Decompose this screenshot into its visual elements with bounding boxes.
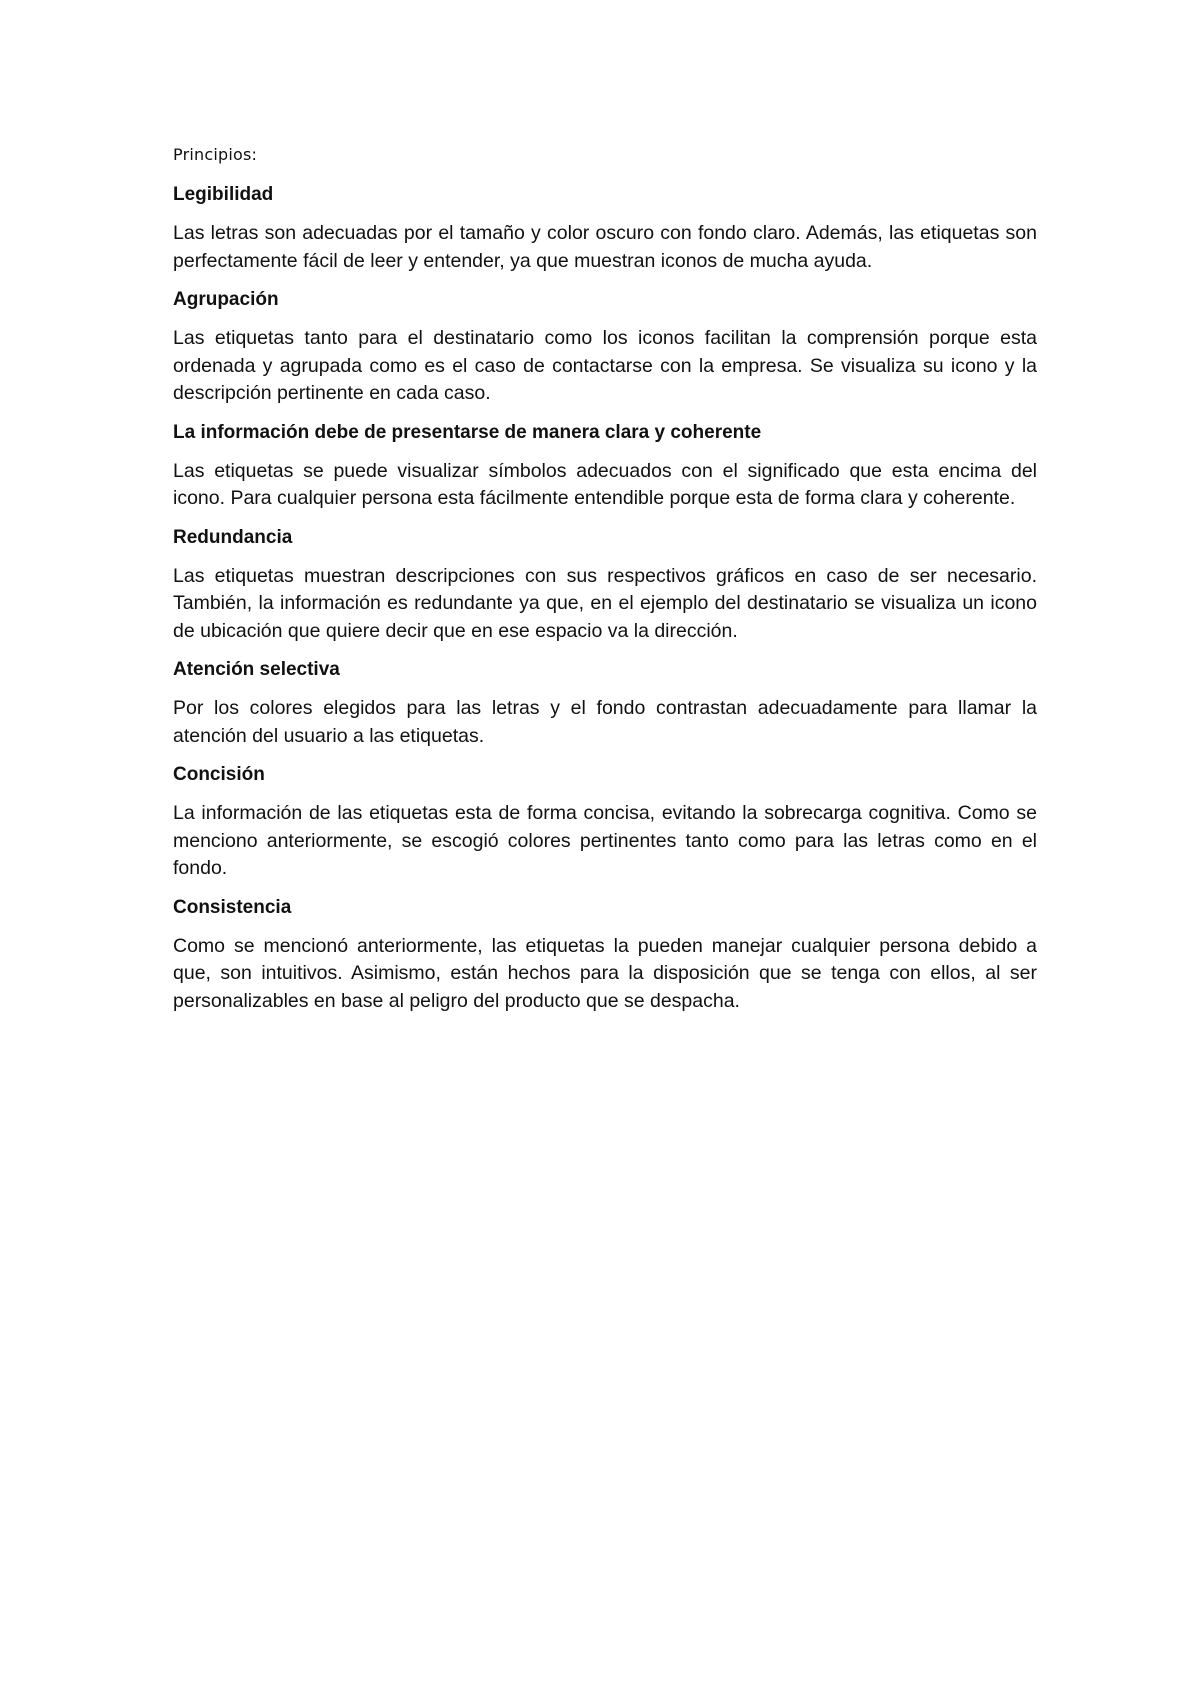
section-body: Las etiquetas tanto para el destinatario como los iconos facilitan la comprensión porque esta ordenada y agrupada como es el caso de contactarse con la empresa. Se visualiza su icono y la descripción pertinente en cada caso. <box>173 327 1037 404</box>
section-legibilidad <box>173 184 1037 275</box>
section-consistencia <box>173 897 1037 1016</box>
section-atencion-selectiva <box>173 659 1037 750</box>
section-redundancia <box>173 527 1037 646</box>
section-informacion-clara <box>173 422 1037 513</box>
section-title: Agrupación <box>173 289 279 310</box>
section-body: Las letras son adecuadas por el tamaño y color oscuro con fondo claro. Además, las etiquetas son perfectamente fácil de leer y entender, ya que muestran iconos de mucha ayuda. <box>173 222 1037 272</box>
intro-label: Principios: <box>173 145 258 164</box>
section-title: Legibilidad <box>173 184 274 205</box>
section-title: Concisión <box>173 764 265 785</box>
section-title: Consistencia <box>173 896 292 918</box>
section-title: Atención selectiva <box>173 659 340 680</box>
section-body: Como se mencionó anteriormente, las etiquetas la pueden manejar cualquier persona debido a que, son intuitivos. Asimismo, están hechos para la disposición que se tenga con ellos, al ser personalizables en base al peligro del producto que se despacha. <box>173 934 1037 1012</box>
section-title: Redundancia <box>173 526 293 548</box>
document-page <box>173 144 1037 1029</box>
section-concision <box>173 764 1037 883</box>
section-body: Las etiquetas se puede visualizar símbolos adecuados con el significado que esta encima del icono. Para cualquier persona esta fácilmente entendible porque esta de forma clara y coherente. <box>173 459 1037 509</box>
section-title: La información debe de presentarse de manera clara y coherente <box>173 421 762 443</box>
section-body: Por los colores elegidos para las letras y el fondo contrastan adecuadamente para llamar la atención del usuario a las etiquetas. <box>173 697 1037 747</box>
section-body: La información de las etiquetas esta de forma concisa, evitando la sobrecarga cognitiva. Como se menciono anteriormente, se escogió colores pertinentes tanto como para las letras como en el fondo. <box>173 802 1037 879</box>
section-body: Las etiquetas muestran descripciones con sus respectivos gráficos en caso de ser necesario. También, la información es redundante ya que, en el ejemplo del destinatario se visualiza un icono de ubicación que quiere decir que en ese espacio va la dirección. <box>173 564 1037 642</box>
section-agrupacion <box>173 289 1037 408</box>
